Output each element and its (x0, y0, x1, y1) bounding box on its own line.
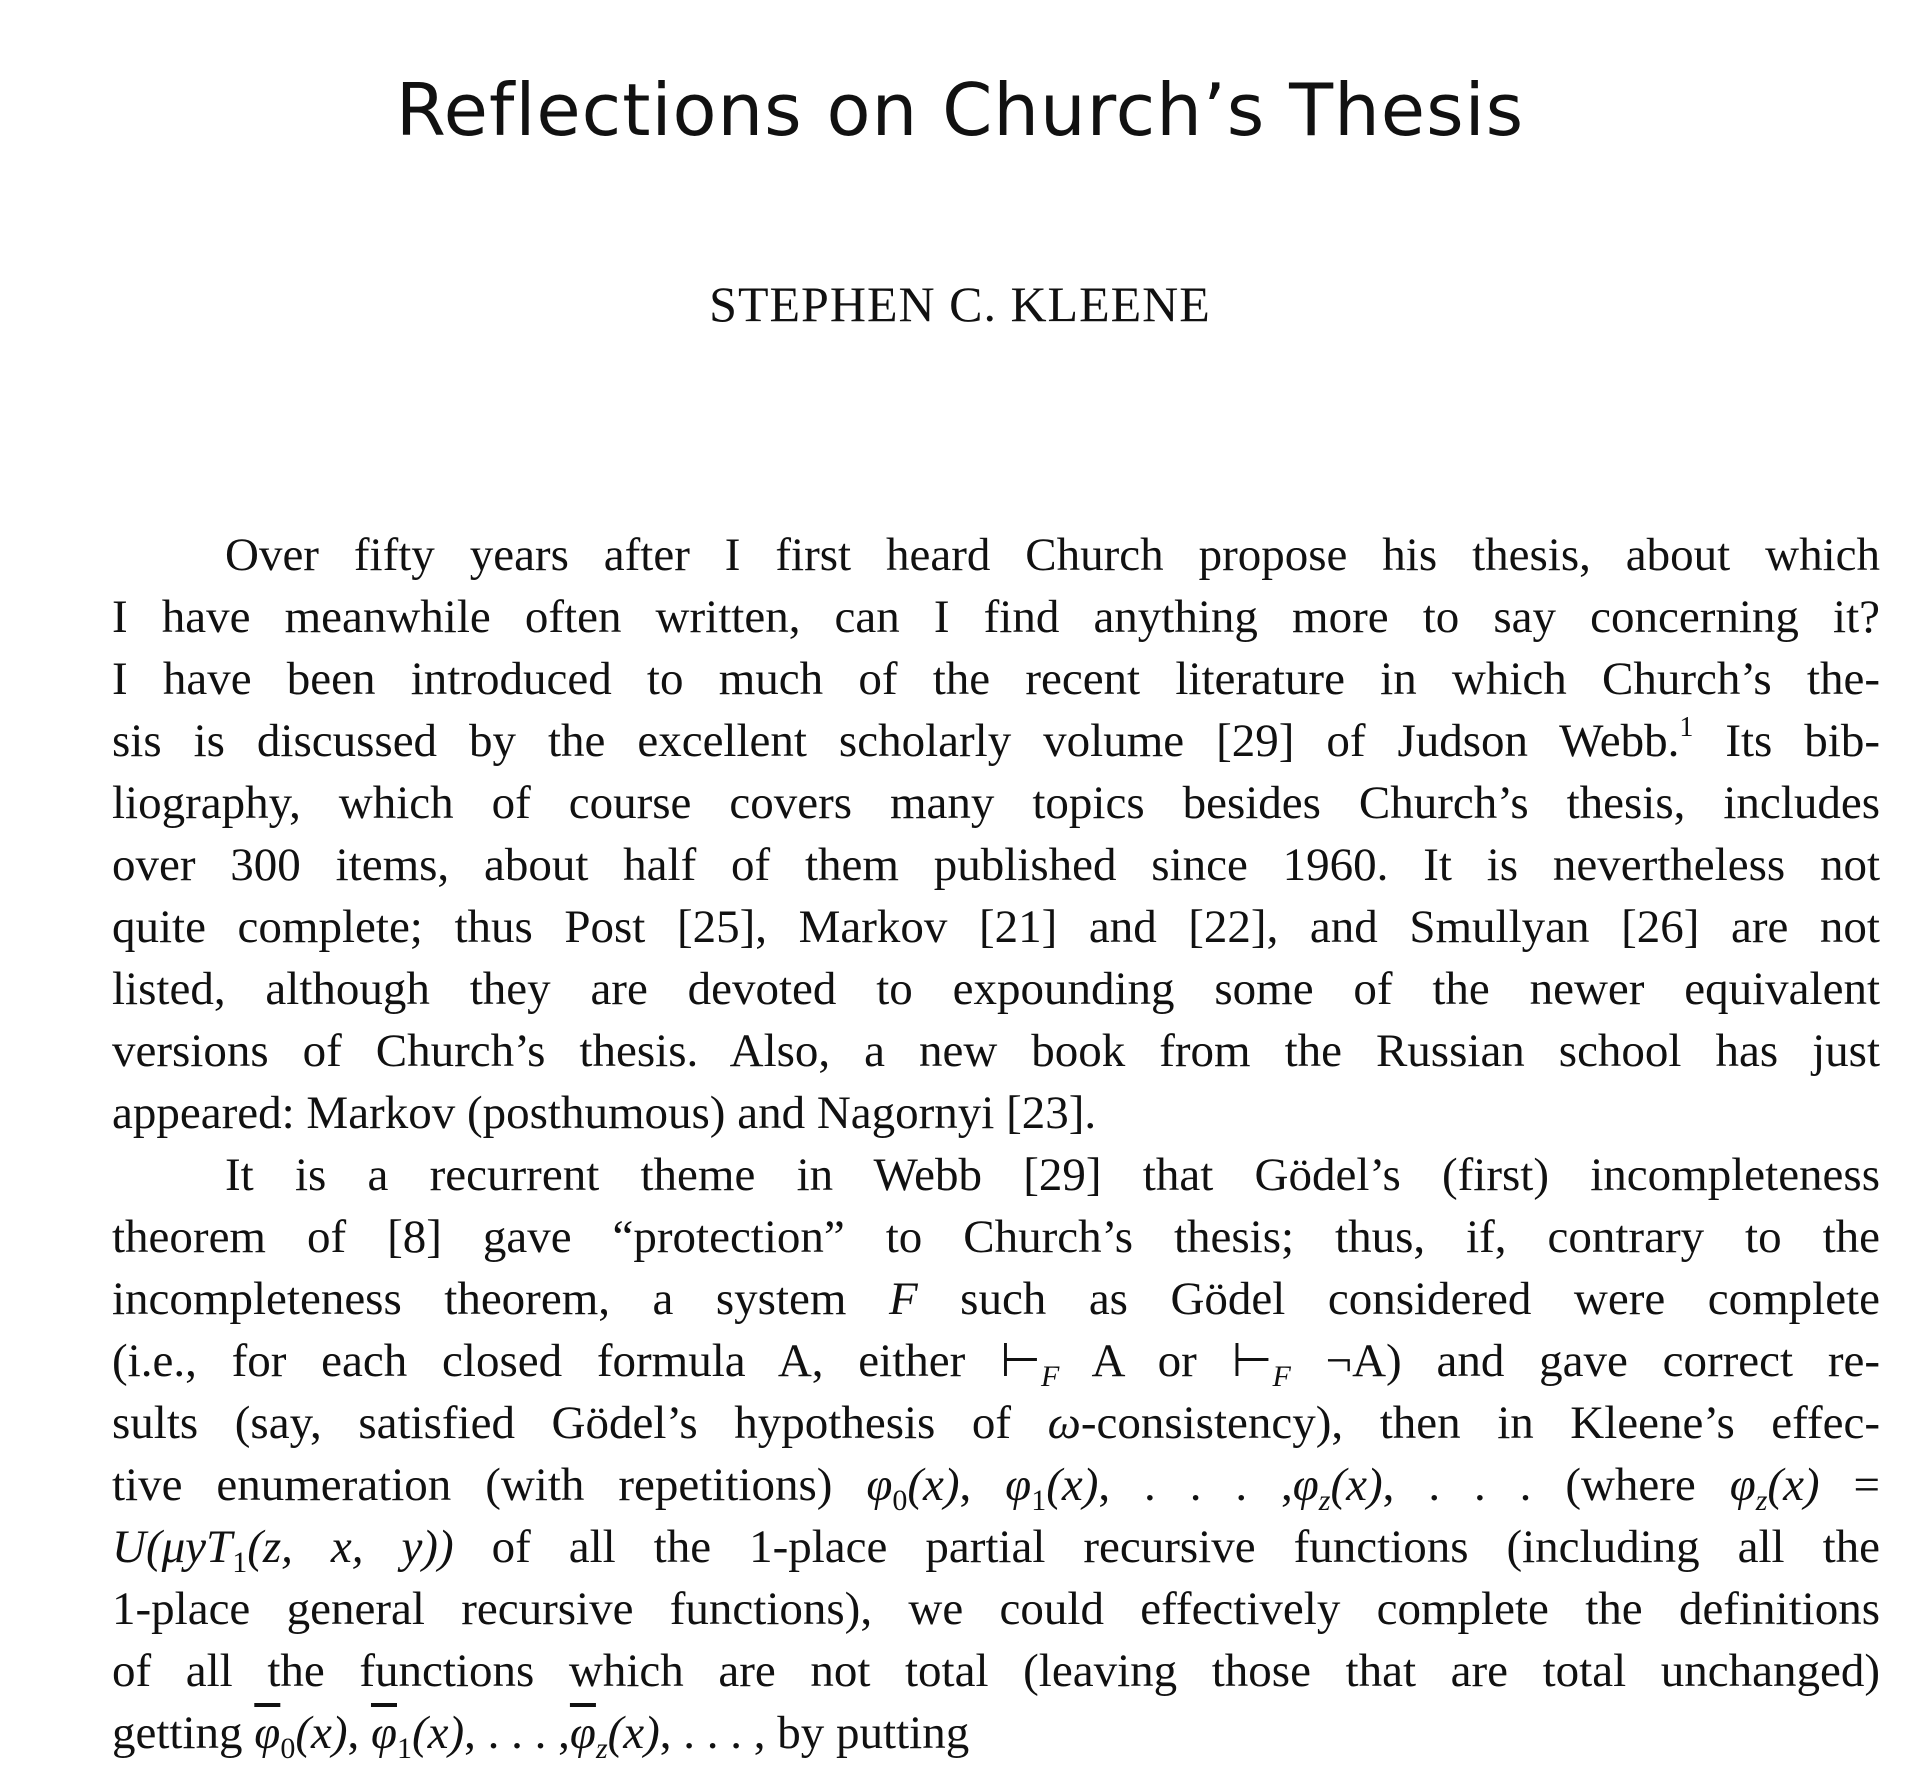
math-symbol: ω (1047, 1397, 1081, 1449)
text-segment: , (959, 1459, 1006, 1511)
math-symbol: $\overline{\varphi}$ (254, 1707, 281, 1759)
text-segment: sis is discussed by the excellent scholarly volume [29] of Judson Webb. (112, 715, 1680, 767)
math-subscript: 0 (892, 1484, 908, 1517)
footnote-marker: 1 (1679, 712, 1694, 743)
text-segment: Its bib- (1693, 715, 1881, 767)
text-segment: , . . . (1382, 1459, 1532, 1511)
paragraph2-line (112, 1392, 1880, 1454)
paragraph1-line: versions of Church’s thesis. Also, a new book from the Russian school has just (112, 1025, 1880, 1077)
math-symbol: F (888, 1273, 918, 1325)
math-subscript: z (1755, 1484, 1768, 1517)
text-segment: , . . . , by putting (659, 1707, 970, 1759)
paragraph1-line: liography, which of course covers many topics besides Church’s thesis, includes (112, 777, 1880, 829)
math-subscript: F (1041, 1360, 1060, 1393)
math-symbol: φ (1292, 1459, 1319, 1511)
paragraph1-line: listed, although they are devoted to expounding some of the newer equivalent (112, 963, 1880, 1015)
paragraph1-line: Over fifty years after I first heard Church propose his thesis, about which (225, 529, 1880, 581)
paragraph2-line (112, 1516, 1880, 1578)
paragraph2-line: It is a recurrent theme in Webb [29] that Gödel’s (first) incompleteness (225, 1149, 1880, 1201)
math-symbol: $\overline{\varphi}$ (370, 1707, 397, 1759)
paragraph1-line: appeared: Markov (posthumous) and Nagornyi [23]. (112, 1087, 1097, 1139)
math-symbol: φ (1729, 1459, 1756, 1511)
math-symbol: (x) (1767, 1459, 1820, 1511)
math-subscript: 0 (280, 1732, 296, 1765)
math-symbol: (x) (412, 1707, 465, 1759)
text-segment: , . . . , (464, 1707, 570, 1759)
paragraph1-line: I have been introduced to much of the recent literature in which Church’s the- (112, 653, 1880, 705)
paragraph1-line: I have meanwhile often written, can I find anything more to say concerning it? (112, 591, 1880, 643)
math-symbol: (x) (907, 1459, 960, 1511)
math-subscript: 1 (232, 1546, 248, 1579)
text-segment: incompleteness theorem, a system (112, 1273, 889, 1325)
text-segment: (where (1531, 1459, 1730, 1511)
math-symbol: U(μyT (112, 1521, 233, 1573)
paragraph2-line (112, 1454, 1880, 1516)
text-segment: such as Gödel considered were complete (917, 1273, 1880, 1325)
math-symbol: φ (866, 1459, 893, 1511)
text-segment: = (1819, 1459, 1881, 1511)
paragraph1-line (112, 710, 1880, 772)
math-symbol: (x) (295, 1707, 348, 1759)
math-subscript: F (1272, 1360, 1291, 1393)
math-subscript: 1 (1031, 1484, 1047, 1517)
paragraph1-line: quite complete; thus Post [25], Markov [21] and [22], and Smullyan [26] are not (112, 901, 1880, 953)
math-symbol: φ (1005, 1459, 1032, 1511)
text-segment: sults (say, satisfied Gödel’s hypothesis of (112, 1397, 1048, 1449)
paragraph2-line (112, 1330, 1880, 1392)
math-subscript: 1 (397, 1732, 412, 1765)
math-subscript: z (595, 1732, 608, 1765)
math-symbol: (x) (1330, 1459, 1383, 1511)
author-name: STEPHEN C. KLEENE (709, 276, 1211, 332)
text-segment: tive enumeration (with repetitions) (112, 1459, 867, 1511)
text-segment: getting (112, 1707, 255, 1759)
paragraph2-line (112, 1268, 1880, 1330)
paper-title: Reflections on Church’s Thesis (395, 68, 1525, 152)
body-text (112, 524, 1880, 1764)
paragraph2-line: 1-place general recursive functions), we could effectively complete the definitions (112, 1583, 1880, 1635)
text-segment: (i.e., for each closed formula A, either ⊢ (112, 1335, 1041, 1387)
text-segment: A or ⊢ (1059, 1335, 1273, 1387)
text-segment: , (347, 1707, 371, 1759)
paragraph2-line (112, 1702, 1880, 1764)
text-segment: ¬A) and gave correct re- (1290, 1335, 1880, 1387)
paragraph2-line: theorem of [8] gave “protection” to Church’s thesis; thus, if, contrary to the (112, 1211, 1880, 1263)
math-symbol: (z, x, y)) (247, 1521, 454, 1573)
text-segment: -consistency), then in Kleene’s effec- (1080, 1397, 1880, 1449)
paragraph1-line: over 300 items, about half of them published since 1960. It is nevertheless not (112, 839, 1880, 891)
math-symbol: $\overline{\varphi}$ (569, 1707, 596, 1759)
text-segment: , . . . , (1098, 1459, 1293, 1511)
text-segment: of all the 1-place partial recursive functions (including all the (453, 1521, 1880, 1573)
math-symbol: (x) (1046, 1459, 1099, 1511)
paragraph2-line: of all the functions which are not total (leaving those that are total unchanged) (112, 1645, 1880, 1697)
math-symbol: (x) (607, 1707, 660, 1759)
math-subscript: z (1318, 1484, 1331, 1517)
